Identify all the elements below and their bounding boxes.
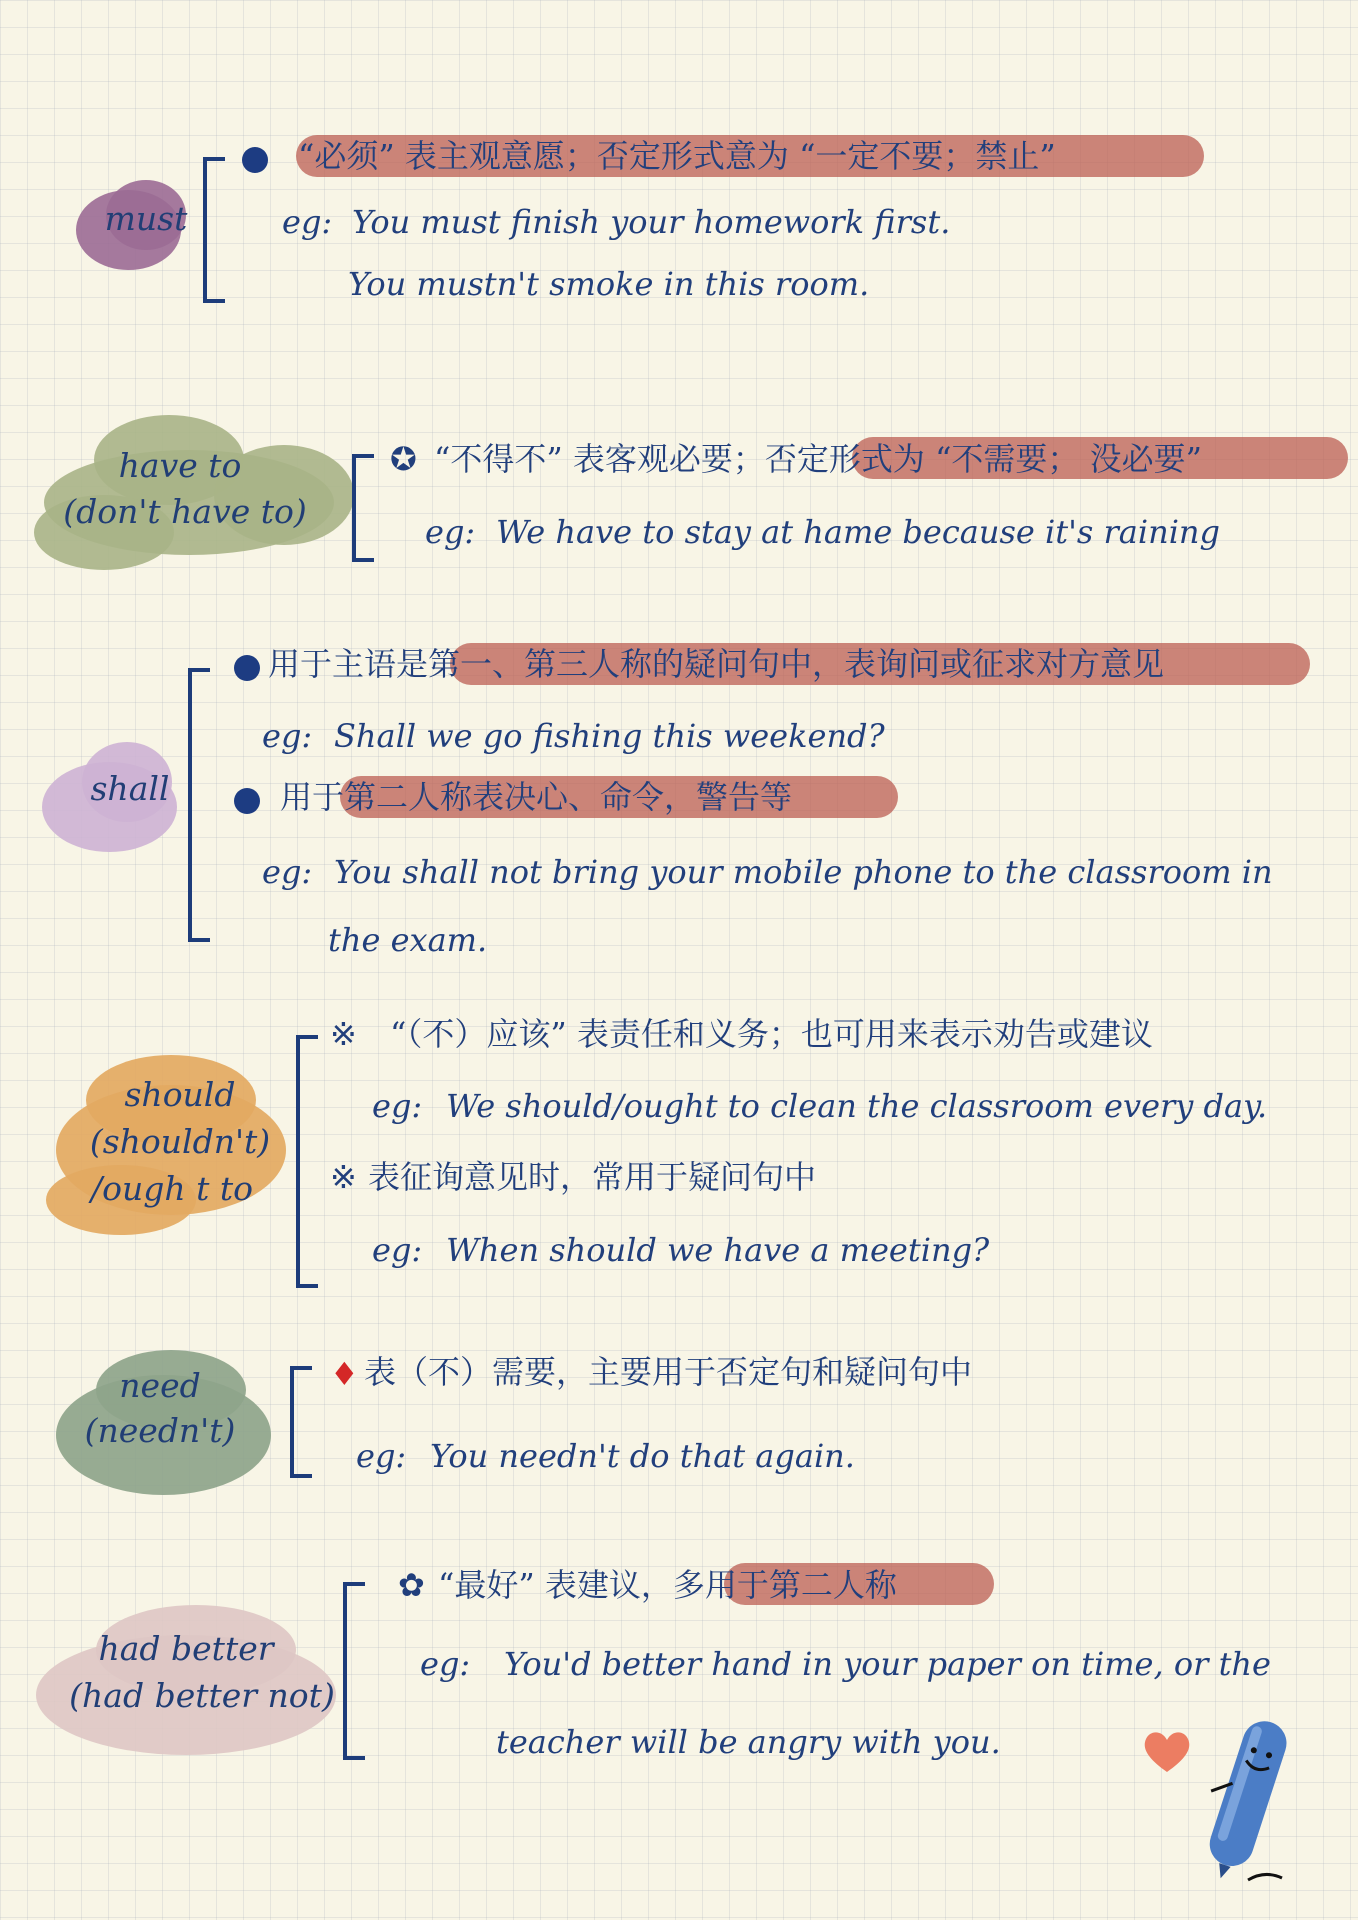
have-to-label-line2: (don't have to) (63, 492, 307, 531)
need-eg-label: eg: (356, 1437, 407, 1475)
shall-example-2-line1: You shall not bring your mobile phone to the classroom in (334, 853, 1273, 891)
must-example-2: You mustn't smoke in this room. (348, 265, 870, 303)
should-eg-label-1: eg: (372, 1087, 423, 1125)
shall-eg-label-1: eg: (262, 717, 313, 755)
need-label-line2: (needn't) (84, 1411, 236, 1450)
need-bracket (290, 1366, 312, 1478)
have-to-eg-label: eg: (425, 513, 476, 551)
must-example-1: You must finish your homework first. (352, 203, 951, 241)
need-bullet: ♦ (330, 1355, 359, 1393)
must-rule: “必须” 表主观意愿；否定形式意为 “一定不要；禁止” (298, 137, 1056, 175)
have-to-example-1: We have to stay at hame because it's raining (496, 513, 1221, 551)
shall-rule-2: 用于第二人称表决心、命令，警告等 (280, 778, 793, 816)
should-bracket (296, 1035, 318, 1288)
shall-bullet-2 (234, 776, 260, 820)
should-rule-2: 表征询意见时，常用于疑问句中 (368, 1158, 817, 1196)
have-to-bracket (352, 454, 374, 562)
should-bullet-2: ※ (330, 1158, 357, 1196)
had-better-example-line1: You'd better hand in your paper on time, or the (504, 1645, 1271, 1683)
shall-eg-label-2: eg: (262, 853, 313, 891)
must-bracket (203, 157, 225, 303)
shall-label: shall (90, 769, 170, 808)
should-bullet-1: ※ (330, 1015, 357, 1053)
shall-rule-1: 用于主语是第一、第三人称的疑问句中，表询问或征求对方意见 (268, 645, 1165, 683)
had-better-rule: “最好” 表建议，多用于第二人称 (438, 1566, 897, 1604)
should-label-line3: /ough t to (91, 1169, 253, 1208)
need-example-1: You needn't do that again. (430, 1437, 855, 1475)
must-bullet (242, 135, 268, 179)
have-to-bullet: ✪ (390, 440, 417, 478)
had-better-example-line2: teacher will be angry with you. (496, 1723, 1001, 1761)
should-eg-label-2: eg: (372, 1231, 423, 1269)
should-example-1: We should/ought to clean the classroom every day. (446, 1087, 1268, 1125)
shall-example-1: Shall we go fishing this weekend? (334, 717, 885, 755)
had-better-label-line1: had better (98, 1629, 274, 1668)
should-rule-1: “（不）应该” 表责任和义务；也可用来表示劝告或建议 (390, 1015, 1153, 1053)
had-better-bullet: ✿ (398, 1566, 425, 1604)
should-label-line1: should (124, 1075, 236, 1114)
pen-mascot-icon (1190, 1710, 1300, 1890)
had-better-label-line2: (had better not) (69, 1676, 335, 1715)
shall-example-2-line2: the exam. (328, 921, 488, 959)
shall-bracket (188, 668, 210, 942)
must-eg-label: eg: (282, 203, 333, 241)
have-to-rule: “不得不” 表客观必要；否定形式为 “不需要； 没必要” (434, 440, 1202, 478)
heart-icon (1142, 1728, 1192, 1774)
must-label: must (104, 199, 188, 238)
should-example-2: When should we have a meeting? (446, 1231, 990, 1269)
shall-bullet-1 (234, 643, 260, 687)
had-better-bracket (343, 1582, 365, 1760)
have-to-label-line1: have to (118, 446, 242, 485)
need-label-line1: need (119, 1366, 201, 1405)
had-better-eg-label: eg: (420, 1645, 471, 1683)
should-label-line2: (shouldn't) (89, 1122, 271, 1161)
need-rule: 表（不）需要，主要用于否定句和疑问句中 (364, 1353, 973, 1391)
